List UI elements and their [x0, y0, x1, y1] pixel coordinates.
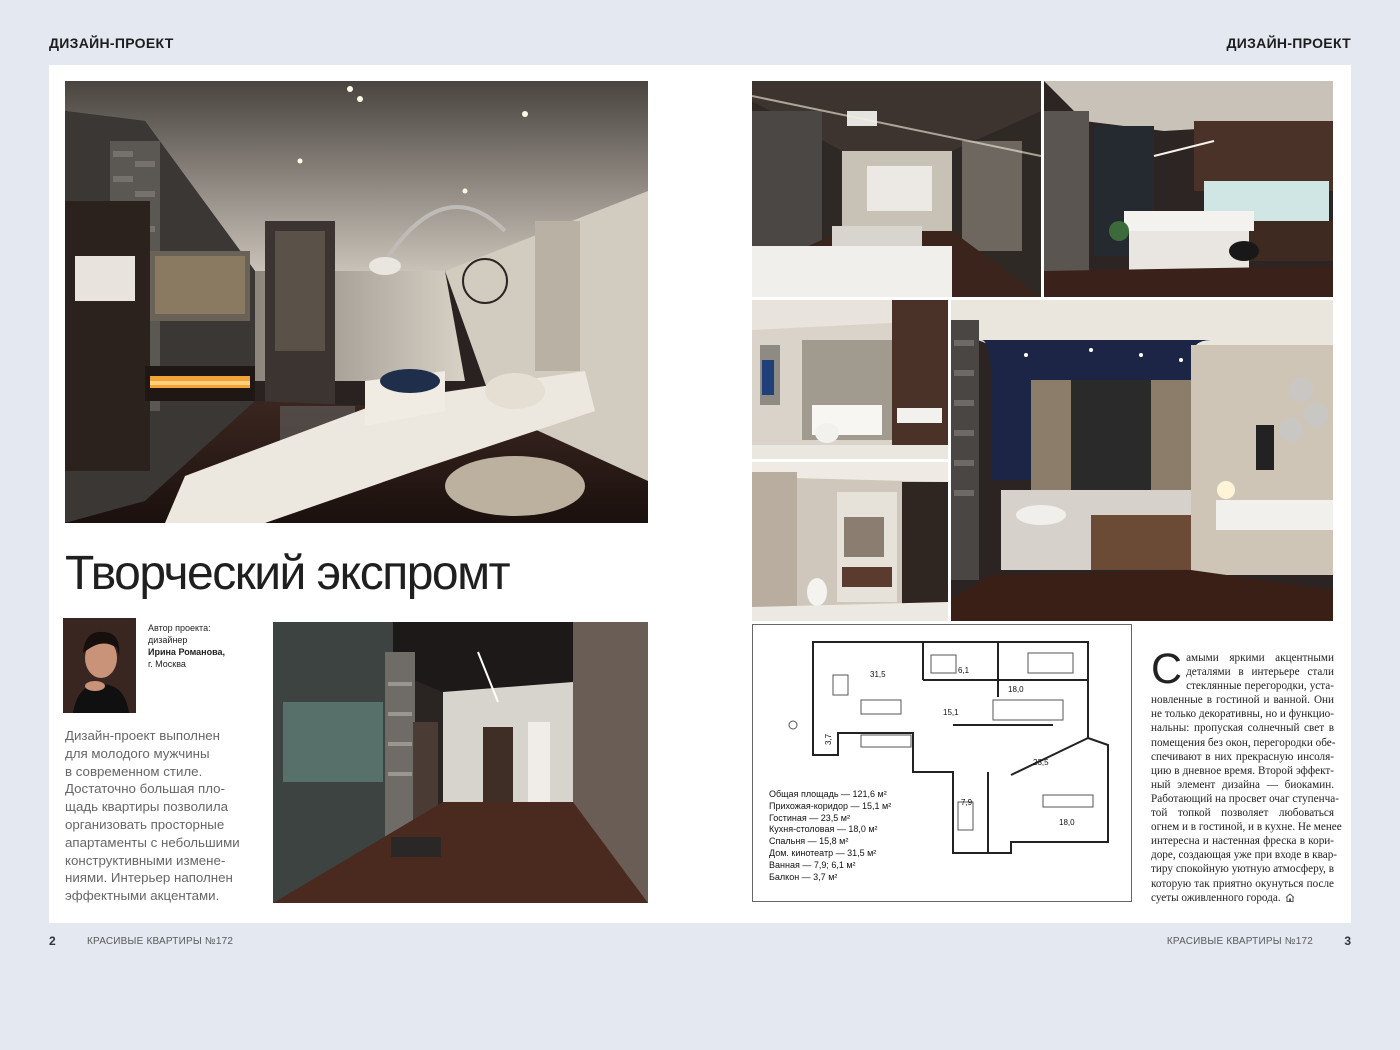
lead-line: апартаменты с небольшими	[65, 834, 240, 850]
legend-item: Общая площадь — 121,6 м²	[769, 789, 887, 799]
lead-line: Дизайн-проект выполнен	[65, 728, 221, 743]
bedroom-photo	[951, 300, 1333, 621]
room-label-bath2: 7,9	[961, 798, 973, 807]
room-label-cinema: 31,5	[870, 670, 886, 679]
body-line: амыми яркими акцентными	[1186, 652, 1334, 664]
lead-line: Достаточно большая пло-	[65, 781, 225, 797]
credit-city: г. Москва	[148, 659, 186, 669]
kitchen-photo	[1044, 81, 1333, 297]
designer-portrait	[63, 618, 136, 713]
body-line: цию в дневное время. Второй эффект-	[1151, 764, 1334, 777]
article-lead	[65, 727, 255, 905]
article-body	[1151, 645, 1342, 905]
room-label-bedroom: 18,0	[1008, 685, 1024, 694]
cinema-room-photo	[752, 81, 1041, 297]
legend-item: Дом. кинотеатр — 31,5 м²	[769, 847, 877, 858]
room-label-balcony: 3,7	[824, 733, 833, 745]
body-line: деталями в интерьере стали	[1186, 666, 1334, 679]
legend-item: Ванная — 7,9; 6,1 м²	[769, 859, 856, 870]
credit-line-2: дизайнер	[148, 635, 188, 645]
corridor-photo	[273, 622, 648, 903]
house-icon	[1285, 893, 1295, 902]
shower-room-photo	[752, 462, 948, 621]
bathroom-photo	[752, 300, 948, 459]
legend-item: Гостиная — 23,5 м²	[769, 812, 850, 823]
lead-line: ниями. Интерьер наполнен	[65, 870, 233, 886]
legend-item: Кухня-столовая — 18,0 м²	[769, 824, 878, 835]
credit-designer-name: Ирина Романова,	[148, 647, 225, 657]
room-label-bath: 6,1	[958, 666, 970, 675]
body-line: доре, создающая уже при входе в квар-	[1151, 849, 1338, 862]
plan-legend	[769, 789, 891, 883]
body-line: которую так приятно окунуться после	[1151, 877, 1334, 890]
lead-line: эффектными акцентами.	[65, 888, 220, 904]
lead-line: в современном стиле.	[65, 763, 203, 779]
credit-line-1: Автор проекта:	[148, 623, 211, 633]
room-label-hall: 15,1	[943, 708, 959, 717]
author-credit	[148, 622, 225, 670]
drop-cap: С	[1151, 645, 1183, 693]
footer-magazine-right: КРАСИВЫЕ КВАРТИРЫ №172	[1166, 936, 1313, 947]
section-header-left: ДИЗАЙН-ПРОЕКТ	[49, 35, 174, 51]
legend-item: Прихожая-коридор — 15,1 м²	[769, 800, 892, 811]
body-line-last: суеты оживленного города.	[1151, 891, 1334, 905]
lead-line: для молодого мужчины	[65, 745, 210, 761]
body-line: Работающий на просвет очаг ступенча-	[1151, 792, 1339, 805]
body-line: не только декоративны, но и функцио-	[1151, 708, 1334, 721]
living-room-photo	[65, 81, 648, 523]
lead-line: конструктивными измене-	[65, 852, 226, 868]
body-line: интересна и настенная фреска в кори-	[1151, 835, 1334, 848]
lead-line: щадь квартиры позволила	[65, 799, 229, 815]
body-line: помещения без окон, перегородки обе-	[1151, 736, 1336, 749]
body-line: стеклянные перегородки, уста-	[1186, 680, 1334, 693]
page-number-right: 3	[1344, 934, 1351, 948]
room-label-living: 23,5	[1033, 758, 1049, 767]
body-line: огнем и в гостиной, и в кухне. Не менее	[1151, 821, 1342, 834]
body-line: новленные в гостиной и ванной. Они	[1151, 694, 1334, 707]
body-line: нальны: пропуская солнечный свет в	[1151, 722, 1334, 735]
body-line: тиру спокойную уютную атмосферу, в	[1151, 863, 1334, 876]
footer-magazine-left: КРАСИВЫЕ КВАРТИРЫ №172	[87, 936, 234, 947]
body-line: той топкой позволяет любоваться	[1151, 807, 1334, 820]
article-title: Творческий экспромт	[65, 547, 510, 600]
lead-line: организовать просторные	[65, 816, 225, 832]
page-number-left: 2	[49, 934, 56, 948]
body-line: спечивают в них прекрасную инсоля-	[1151, 750, 1334, 763]
body-line: ный элемент дизайна — биокамин.	[1151, 778, 1334, 791]
legend-item: Балкон — 3,7 м²	[769, 871, 838, 882]
section-header-right: ДИЗАЙН-ПРОЕКТ	[1226, 35, 1351, 51]
legend-item: Спальня — 15,8 м²	[769, 836, 849, 847]
room-label-kitchen: 18,0	[1059, 818, 1075, 827]
